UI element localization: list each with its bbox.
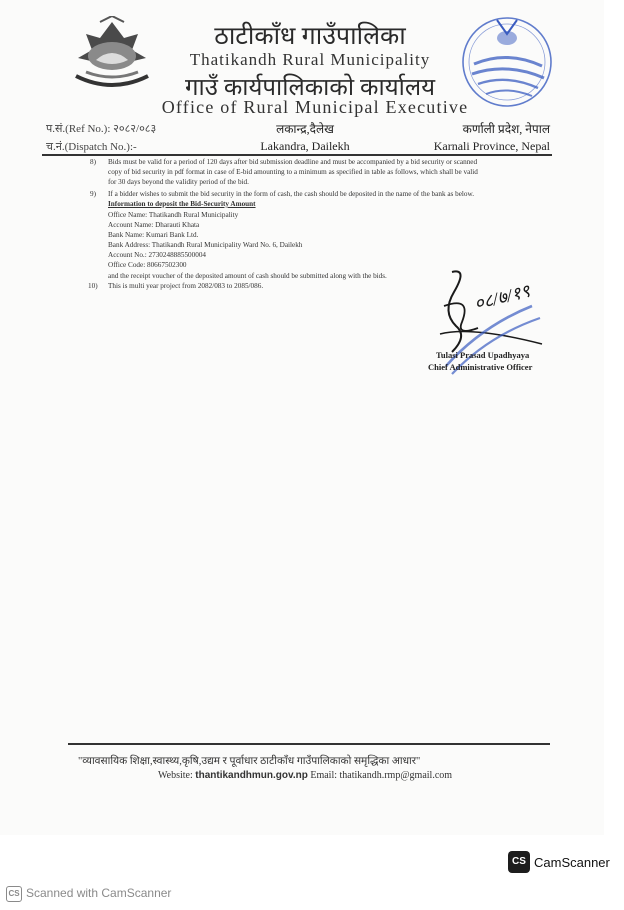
footer-motto: "व्यावसायिक शिक्षा,स्वास्थ्य,कृषि,उद्यम र पूर्वाधार ठाटीकाँध गाउँपालिकाको समृद्धिका आधार" <box>78 756 421 767</box>
item-8-line-2: copy of bid security in pdf format in case of E-bid amounting to a minimum as specified in table as follows, which shall be valid <box>108 168 478 176</box>
province-english: Karnali Province, Nepal <box>433 139 550 153</box>
province-nepali: कर्णाली प्रदेश, नेपाल <box>462 122 550 136</box>
office-name: Office Name: Thatikandh Rural Municipality <box>108 211 239 219</box>
item-10-number: 10) <box>88 282 98 290</box>
camscanner-label: CamScanner <box>534 855 610 870</box>
svg-text:०८/७/१९: ०८/७/१९ <box>472 280 533 314</box>
signatory-name: Tulasi Prasad Upadhyaya <box>436 350 530 360</box>
camscanner-logo-icon: CS <box>508 851 530 873</box>
office-title-english: Office of Rural Municipal Executive <box>161 97 469 117</box>
receipt-note: and the receipt voucher of the deposited amount of cash should be submitted along with the bids. <box>108 272 387 280</box>
item-10-line-1: This is multi year project from 2082/083 to 2085/086. <box>108 282 264 290</box>
website-link[interactable]: thantikandhmun.gov.np <box>195 770 308 781</box>
reference-number: प.सं.(Ref No.): २०८२/०८३ <box>46 123 157 135</box>
email-label: Email: <box>310 770 338 781</box>
footer-contact <box>158 770 452 781</box>
dispatch-number: च.नं.(Dispatch No.):- <box>46 141 137 153</box>
municipality-title-english: Thatikandh Rural Municipality <box>189 50 431 69</box>
office-code: Office Code: 80667502300 <box>108 261 187 269</box>
bank-name: Bank Name: Kumari Bank Ltd. <box>108 231 199 239</box>
account-name: Account Name: Dharauti Khata <box>108 221 200 229</box>
footer-divider <box>68 743 550 745</box>
bid-security-heading: Information to deposit the Bid-Security Amount <box>108 200 256 208</box>
scanned-with-label: Scanned with CamScanner <box>26 886 172 900</box>
municipality-title-nepali: ठाटीकाँध गाउँपालिका <box>214 23 406 50</box>
item-9-number: 9) <box>90 190 96 198</box>
item-8-number: 8) <box>90 158 96 166</box>
location-english: Lakandra, Dailekh <box>260 139 350 153</box>
signatory-title: Chief Administrative Officer <box>428 362 533 372</box>
location-nepali: लकान्द्र,दैलेख <box>276 122 334 136</box>
bank-address: Bank Address: Thatikandh Rural Municipality Ward No. 6, Dailekh <box>108 241 303 249</box>
email-link[interactable]: thatikandh.rmp@gmail.com <box>339 770 453 781</box>
website-label: Website: <box>158 770 193 781</box>
item-9-line-1: If a bidder wishes to submit the bid security in the form of cash, the cash should be deposited in the name of the bank as below. <box>108 190 475 198</box>
office-title-nepali: गाउँ कार्यपालिकाको कार्यालय <box>184 75 436 101</box>
item-8-line-1: Bids must be valid for a period of 120 days after bid submission deadline and must be accompanied by a bid security or scanned <box>108 158 478 166</box>
camscanner-small-icon: CS <box>6 886 22 902</box>
account-number: Account No.: 2730248885500004 <box>108 251 207 259</box>
nepal-emblem-logo <box>66 16 158 96</box>
item-8-line-3: for 30 days beyond the validity period of the bid. <box>108 178 249 186</box>
header-divider <box>42 154 552 156</box>
